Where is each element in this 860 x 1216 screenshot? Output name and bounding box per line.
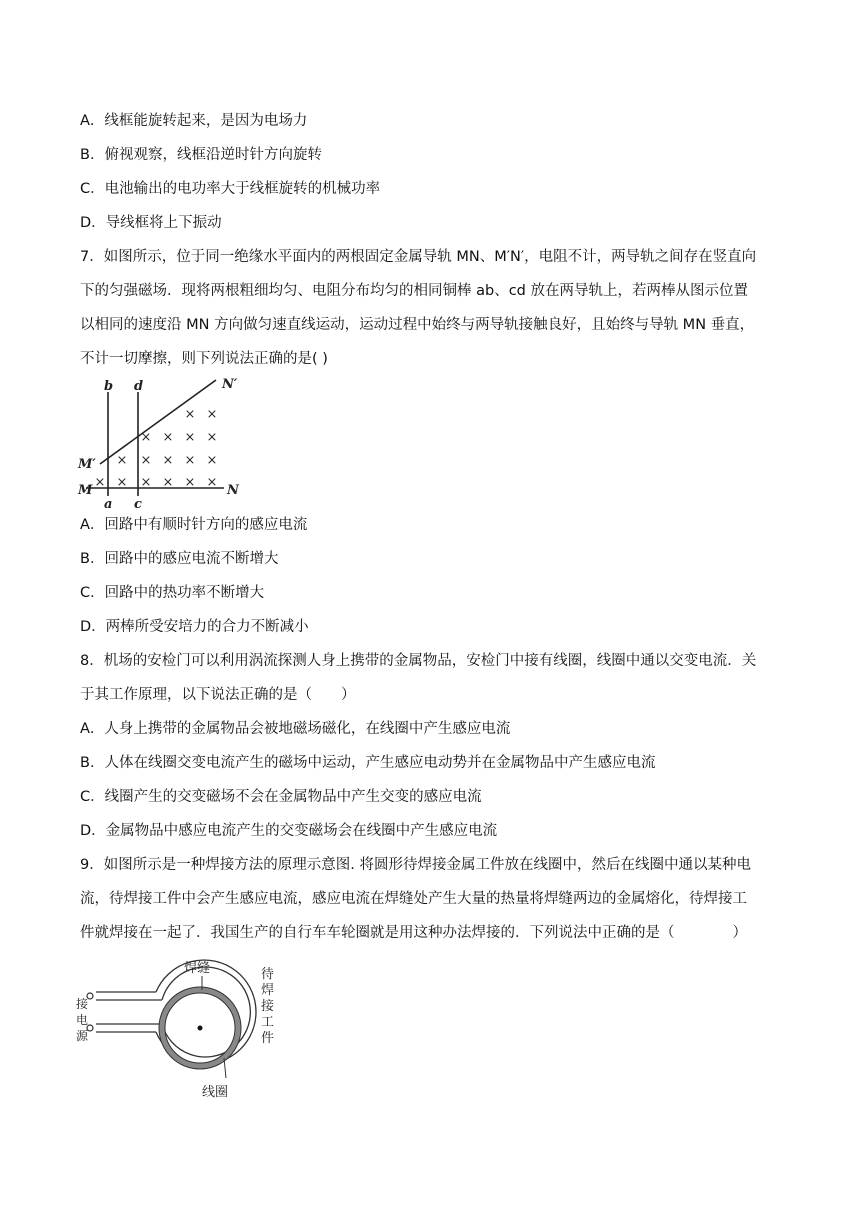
q7-option-d: D．两棒所受安培力的合力不断减小 (80, 619, 309, 635)
label-coil: 线圈 (202, 1085, 229, 1100)
label-workpiece-4: 工 (261, 1015, 275, 1030)
label-m: M (78, 483, 93, 498)
q7-stem-line-1: 7．如图所示，位于同一绝缘水平面内的两根固定金属导轨 MN、M′N′，电阻不计，两导轨之间存在竖直向 (80, 249, 757, 265)
q9-stem-line-1: 9．如图所示是一种焊接方法的原理示意图. 将圆形待焊接金属工件放在线圈中，然后在线圈中通以某种电 (80, 857, 751, 873)
rail-mprime-nprime (100, 380, 216, 464)
svg-text:×: × (206, 430, 218, 445)
label-weld: 焊缝 (184, 961, 211, 976)
q8-option-b: B．人体在线圈交变电流产生的磁场中运动，产生感应电动势并在金属物品中产生感应电流 (80, 755, 656, 771)
q6-option-c: C．电池输出的电功率大于线框旋转的机械功率 (80, 181, 381, 197)
label-n: N (227, 483, 239, 498)
label-d: d (134, 379, 144, 394)
q9-stem-line-2: 流，待焊接工件中会产生感应电流，感应电流在焊缝处产生大量的热量将焊缝两边的金属熔化，待焊接工 (80, 891, 747, 907)
svg-text:×: × (184, 475, 196, 490)
svg-text:×: × (116, 453, 128, 468)
svg-text:×: × (140, 430, 152, 445)
q7-stem-line-4: 不计一切摩擦，则下列说法正确的是( ) (80, 351, 328, 367)
q8-option-c: C．线圈产生的交变磁场不会在金属物品中产生交变的感应电流 (80, 789, 482, 805)
svg-text:×: × (162, 475, 174, 490)
label-power-1: 接 (76, 997, 89, 1011)
svg-text:×: × (184, 453, 196, 468)
q8-stem-line-2: 于其工作原理，以下说法正确的是（ ） (80, 687, 356, 703)
q8-option-a: A．人身上携带的金属物品会被地磁场磁化，在线圈中产生感应电流 (80, 721, 511, 737)
svg-text:×: × (116, 475, 128, 490)
svg-text:×: × (94, 475, 106, 490)
q6-option-b: B．俯视观察，线框沿逆时针方向旋转 (80, 147, 322, 163)
q7-option-c: C．回路中的热功率不断增大 (80, 585, 265, 601)
q7-option-a: A．回路中有顺时针方向的感应电流 (80, 517, 308, 533)
label-power-2: 电 (76, 1013, 89, 1027)
svg-text:×: × (140, 453, 152, 468)
svg-text:×: × (206, 453, 218, 468)
label-n-prime: N′ (222, 377, 238, 392)
q7-stem-line-3: 以相同的速度沿 MN 方向做匀速直线运动，运动过程中始终与两导轨接触良好，且始终与导轨 MN 垂直， (80, 317, 755, 333)
svg-text:×: × (162, 453, 174, 468)
q9-stem-line-3: 件就焊接在一起了．我国生产的自行车车轮圈就是用这种办法焊接的．下列说法中正确的是（ ） (80, 925, 747, 941)
svg-text:×: × (162, 430, 174, 445)
q7-stem-line-2: 下的匀强磁场．现将两根粗细均匀、电阻分布均匀的相同铜棒 ab、cd 放在两导轨上，若两棒从图示位置 (80, 283, 748, 299)
magnetic-field-crosses (95, 407, 218, 490)
q9-welding-diagram (76, 954, 286, 1104)
svg-text:×: × (184, 407, 196, 422)
q6-option-a: A．线框能旋转起来，是因为电场力 (80, 113, 308, 129)
q8-stem-line-1: 8．机场的安检门可以利用涡流探测人身上携带的金属物品，安检门中接有线圈，线圈中通以交变电流．关 (80, 653, 757, 669)
svg-text:×: × (206, 407, 218, 422)
label-workpiece-5: 件 (261, 1031, 275, 1046)
center-dot (198, 1026, 203, 1031)
q7-rail-diagram (76, 374, 246, 510)
label-c: c (134, 497, 142, 510)
label-m-prime: M′ (78, 457, 96, 472)
label-workpiece-3: 接 (261, 999, 275, 1014)
svg-text:×: × (140, 475, 152, 490)
svg-text:×: × (184, 430, 196, 445)
label-workpiece-2: 焊 (261, 983, 275, 998)
label-workpiece-1: 待 (261, 967, 275, 982)
svg-text:×: × (206, 475, 218, 490)
label-b: b (104, 379, 114, 394)
label-power-3: 源 (76, 1029, 89, 1043)
label-a: a (104, 497, 113, 510)
q8-option-d: D．金属物品中感应电流产生的交变磁场会在线圈中产生感应电流 (80, 823, 498, 839)
q7-option-b: B．回路中的感应电流不断增大 (80, 551, 279, 567)
q6-option-d: D．导线框将上下振动 (80, 215, 222, 231)
